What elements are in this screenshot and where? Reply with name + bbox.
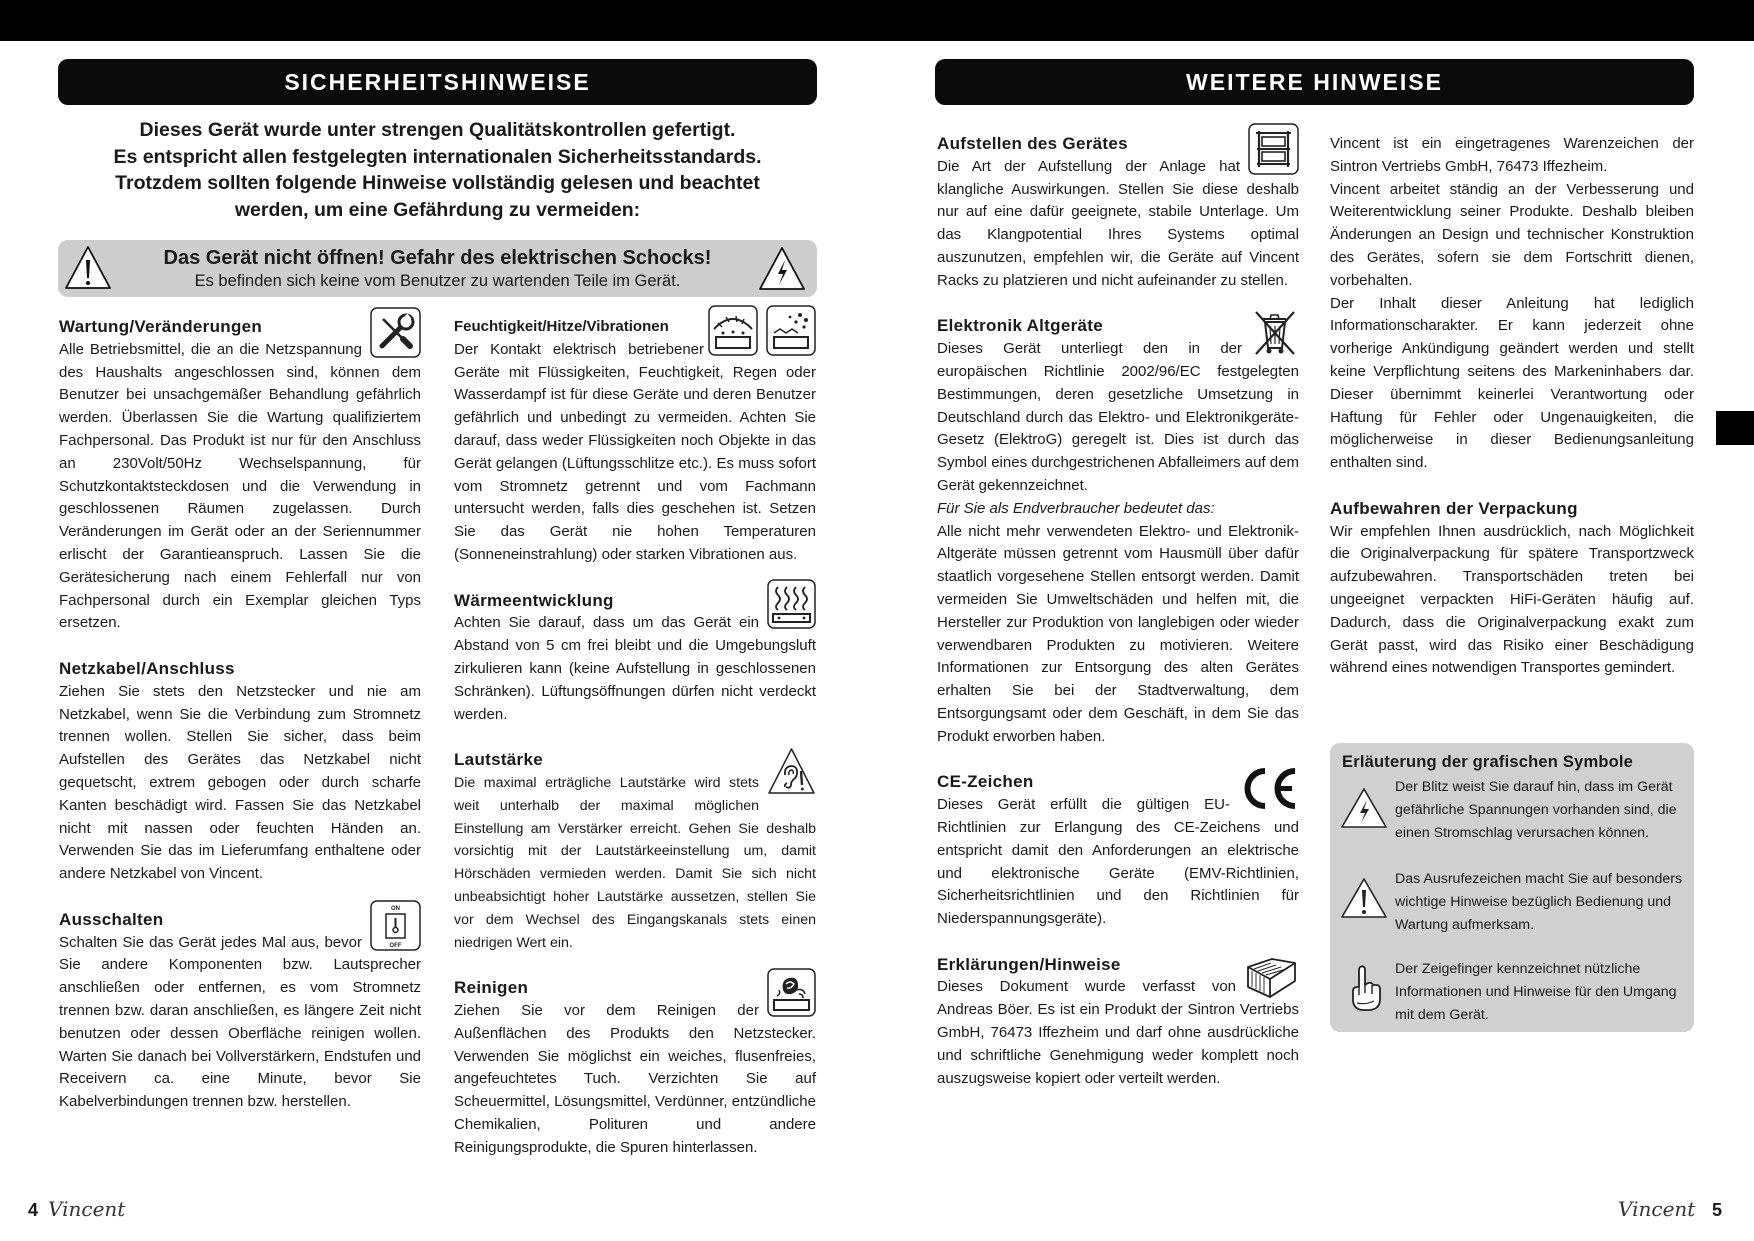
warning-title: Das Gerät nicht öffnen! Gefahr des elektrischen Schocks! bbox=[163, 247, 712, 269]
exclamation-warning-icon bbox=[1340, 877, 1388, 919]
shock-warning-box bbox=[58, 240, 817, 297]
symbol-legend-title: Erläuterung der grafischen Symbole bbox=[1342, 753, 1634, 771]
section-heading: CE-Zeichen bbox=[937, 772, 1034, 792]
section-heading: Wärmeentwicklung bbox=[454, 590, 614, 610]
section-reinigen bbox=[454, 977, 816, 1159]
page-title-safety: SICHERHEITSHINWEISE bbox=[58, 59, 817, 105]
column-2 bbox=[454, 316, 816, 1182]
section-heading: Netzkabel/Anschluss bbox=[59, 658, 235, 678]
hearing-warning-icon bbox=[767, 747, 816, 796]
pointing-hand-icon bbox=[1340, 963, 1388, 1013]
section-wartung bbox=[59, 316, 421, 635]
section-text: Ziehen Sie vor dem Reinigen der Außenflächen des Produkts den Netzstecker. Verwenden Sie möglichst ein weiches, flusenfreies, angefeuchtetes Tuch. Verzichten Sie auf Scheuermittel, Lösungsmittel, Verdünner, entzündliche Chemikalien, Polituren und andere Reinigungsprodukte, die Spuren hinterlassen. bbox=[454, 1001, 816, 1156]
intro-line: Dieses Gerät wurde unter strengen Qualitätskontrollen gefertigt. bbox=[139, 119, 736, 141]
intro-line: Es entspricht allen festgelegten internationalen Sicherheitsstandards. bbox=[113, 145, 762, 168]
lightning-warning-icon bbox=[1340, 787, 1388, 829]
section-heading: Ausschalten bbox=[59, 909, 164, 929]
section-ce-zeichen bbox=[937, 771, 1299, 931]
crossed-bin-icon bbox=[1250, 306, 1299, 357]
brand-logo-left: Vincent bbox=[48, 1197, 126, 1221]
lightning-warning-icon bbox=[758, 245, 806, 292]
symbol-legend-box bbox=[1330, 743, 1694, 1032]
ce-mark-icon bbox=[1238, 766, 1299, 811]
paragraph: Vincent arbeitet ständig an der Verbesserung und Weiterentwicklung seiner Produkte. Deshalb bleiben Änderungen an Design und technischer Konstruktion des Gerätes, sofern sie dem Fortschritt dienen, vorbehalten. bbox=[1330, 180, 1694, 289]
section-feuchtigkeit bbox=[454, 316, 816, 567]
switch-on-label: ON bbox=[391, 905, 400, 912]
section-text: Die Art der Aufstellung der Anlage hat klangliche Auswirkungen. Stellen Sie diese deshalb nur auf eine dafür geeignete, stabile Unterlage. Um das Klangpotential Ihres Systems optimal auszunutzen, empfehlen wir, die Geräte auf Vincent Racks zu platzieren und nicht aufeinander zu stellen. bbox=[937, 157, 1299, 289]
section-note: Für Sie als Endverbraucher bedeutet das: bbox=[937, 499, 1215, 517]
section-text: Dieses Gerät erfüllt die gültigen EU-Richtlinien zur Erlangung des CE-Zeichens und entspricht damit den Anforderungen an elektrische und elektronische Geräte (EMV-Richtlinien, Sicherheitsrichtlinien und den Richtlinien für Niederspannungsgeräte). bbox=[937, 796, 1299, 928]
section-text: Alle nicht mehr verwendeten Elektro- und Elektronik-Altgeräte müssen getrennt vom Hausmüll über dafür staatlich vorgesehene Stellen entsorgt werden. Damit vermeiden Sie Umweltschäden und helfen mit, die Hersteller zur Produktion von langlebigen oder wieder verwendbaren Produkten zu motivieren. Weitere Informationen zur Entsorgung des alten Gerätes erhalten Sie bei der Stadtverwaltung, dem Entsorgungsamt oder dem Geschäft, in dem Sie das Produkt erworben haben. bbox=[937, 522, 1299, 745]
heat-icon bbox=[767, 579, 816, 629]
section-heading: Wartung/Veränderungen bbox=[59, 317, 263, 336]
section-erklaerungen bbox=[937, 954, 1299, 1091]
section-heading: Erklärungen/Hinweise bbox=[937, 954, 1121, 974]
symbol-legend-text: Der Zeigefinger kennzeichnet nützliche Informationen und Hinweise für den Umgang mit dem Gerät. bbox=[1395, 961, 1677, 1023]
section-aufstellen bbox=[937, 133, 1299, 293]
cleaning-icon bbox=[767, 968, 816, 1017]
switch-off-label: OFF bbox=[389, 942, 402, 949]
section-netzkabel bbox=[59, 658, 421, 886]
intro-line: Trotzdem sollten folgende Hinweise vollständig gelesen und beachtet bbox=[115, 172, 760, 194]
section-text: Der Kontakt elektrisch betriebener Geräte mit Flüssigkeiten, Feuchtigkeit, Regen oder Wasserdampf ist für diese Geräte und deren Benutzer gefährlich und unbedingt zu vermeiden. Achten Sie darauf, dass weder Flüssigkeiten noch Objekte in das Gerät gelangen (Lüftungsschlitze etc.). Es muss sofort vom Stromnetz getrennt und vom Fachmann untersucht werden, falls dies geschehen ist. Setzen Sie das Gerät nie hohen Temperaturen (Sonneneinstrahlung) oder starken Vibrationen aus. bbox=[454, 340, 816, 563]
section-ausschalten bbox=[59, 905, 421, 1114]
chapter-tab-marker bbox=[1716, 411, 1754, 445]
intro-text bbox=[58, 117, 817, 223]
intro-line: werden, um eine Gefährdung zu vermeiden: bbox=[234, 198, 641, 221]
section-text: Die maximal erträgliche Lautstärke wird stets weit unterhalb der maximal möglichen Einstellung am Verstärker erreicht. Gehen Sie deshalb vorsichtig mit der Lautstärkeeinstellung um, damit Hörschäden vermieden werden. Damit Sie sich nicht unbeabsichtigt hoher Lautstärke aussetzen, stellen Sie vor dem Wechsel des Eingangskanals stets einen niedrigen Wert ein. bbox=[454, 774, 816, 951]
warning-subtitle: Es befinden sich keine vom Benutzer zu wartenden Teile im Gerät. bbox=[194, 272, 681, 290]
symbol-legend-text: Der Blitz weist Sie darauf hin, dass im Gerät gefährliche Spannungen vorhanden sind, die einen Stromschlag verursachen können. bbox=[1395, 779, 1677, 841]
section-verpackung bbox=[1330, 498, 1694, 680]
section-heading: Reinigen bbox=[454, 978, 529, 998]
column-4 bbox=[1330, 133, 1694, 703]
section-heading: Aufstellen des Gerätes bbox=[937, 134, 1128, 153]
top-black-bar bbox=[0, 0, 1754, 41]
vibration-icon bbox=[766, 305, 816, 356]
section-heading: Feuchtigkeit/Hitze/Vibrationen bbox=[454, 318, 669, 335]
symbol-legend-text: Das Ausrufezeichen macht Sie auf besonders wichtige Hinweise bezüglich Bedienung und Wartung aufmerksam. bbox=[1395, 871, 1683, 933]
section-text: Schalten Sie das Gerät jedes Mal aus, bevor Sie andere Komponenten bzw. Lautsprecher anschließen oder entfernen, es vom Stromnetz trennen bzw. daran anschließen, es längere Zeit nicht benutzen oder dessen Oberfläche reinigen wollen. Warten Sie danach bei Vollverstärkern, Endstufen und Receivern ca. eine Minute, bevor Sie Kabelverbindungen trennen bzw. herstellen. bbox=[59, 933, 421, 1111]
section-waermeentwicklung bbox=[454, 590, 816, 727]
power-switch-icon bbox=[370, 900, 421, 951]
section-lautstaerke bbox=[454, 749, 816, 954]
column-3 bbox=[937, 133, 1299, 1113]
section-text: Alle Betriebsmittel, die an die Netzspannung des Haushalts angeschlossen sind, können dem Benutzer bei unsachgemäßer Behandlung gefährlich werden. Überlassen Sie die Wartung qualifiziertem Fachpersonal. Das Produkt ist nur für den Anschluss an 230Volt/50Hz Wechselspannung, für Schutzkontaktsteckdosen und die Verwendung in geschlossenen Räumen zugelassen. Durch Veränderungen im Gerät oder an der Seriennummer erlischt der Garantieanspruch. Lassen Sie die Gerätesicherung nach einem Fehlerfall nur von Fachpersonal durch ein Exemplar gleichen Typs ersetzen. bbox=[59, 340, 421, 632]
rack-icon bbox=[1248, 123, 1299, 175]
book-icon bbox=[1244, 953, 1299, 998]
tools-icon bbox=[370, 307, 421, 358]
section-text: Achten Sie darauf, dass um das Gerät ein Abstand von 5 cm frei bleibt und die Umgebungsluft zirkulieren kann (keine Aufstellung in geschlossenen Schränken). Lüftungsöffnungen dürfen nicht verdeckt werden. bbox=[454, 614, 816, 723]
page-title-further-notes: WEITERE HINWEISE bbox=[935, 59, 1694, 105]
section-heading: Elektronik Altgeräte bbox=[937, 316, 1103, 336]
page-number-left: 4 bbox=[28, 1200, 39, 1220]
section-text: Ziehen Sie stets den Netzstecker und nie am Netzkabel, wenn Sie die Verbindung zum Stromnetz trennen wollen. Stellen Sie sicher, dass beim Aufstellen des Gerätes das Netzkabel nicht gequetscht, extrem gebogen oder durch scharfe Kanten beschädigt wird. Fassen Sie das Netzkabel nicht mit nassen oder feuchten Händen an. Verwenden Sie das im Lieferumfang enthaltene oder andere Netzkabel von Vincent. bbox=[59, 682, 421, 883]
brand-logo-right: Vincent bbox=[1618, 1197, 1696, 1221]
paragraph: Vincent ist ein eingetragenes Warenzeichen der Sintron Vertriebs GmbH, 76473 Iffezheim. bbox=[1330, 135, 1694, 175]
section-heading: Aufbewahren der Verpackung bbox=[1330, 498, 1578, 518]
section-brand-notes bbox=[1330, 133, 1694, 475]
section-heading: Lautstärke bbox=[454, 750, 543, 770]
section-altgeraete bbox=[937, 315, 1299, 748]
section-text: Dieses Gerät unterliegt den in der europäischen Richtlinie 2002/96/EC festgelegten Bestimmungen, deren gesetzliche Umsetzung in Deutschland durch das Elektro- und Elektronikgeräte-Gesetz (ElektroG) geregelt ist. Dies ist durch das Symbol eines durchgestrichenen Abfalleimers auf dem Gerät gekennzeichnet. bbox=[937, 340, 1299, 494]
page-number-right: 5 bbox=[1712, 1200, 1723, 1220]
paragraph: Der Inhalt dieser Anleitung hat lediglich Informationscharakter. Er kann jederzeit ohne vorherige Ankündigung geändert werden und stellt keine Verpflichtung seitens des Markeninhabers dar. Dieser übernimmt keinerlei Verantwortung oder Haftung für Fehler oder Ungenauigkeiten, die möglicherweise in dieser Bedienungsanleitung enthalten sind. bbox=[1330, 294, 1694, 472]
section-text: Wir empfehlen Ihnen ausdrücklich, nach Möglichkeit die Originalverpackung für spätere Transportzweck aufzubewahren. Transportschäden treten bei ungeeignet verpackten HiFi-Geräten häufig auf. Dadurch, dass die Originalverpackung exakt zum Gerät passt, wird das Risiko einer Beschädigung während eines notwendigen Transportes gemindert. bbox=[1330, 522, 1694, 677]
humidity-icon bbox=[708, 305, 758, 356]
column-1 bbox=[59, 316, 421, 1137]
section-text: Dieses Dokument wurde verfasst von Andreas Böer. Es ist ein Produkt der Sintron Vertriebs GmbH, 76473 Iffezheim und darf ohne ausdrückliche und schriftliche Genehmigung weder komplett noch auszugsweise kopiert oder verteilt werden. bbox=[937, 978, 1299, 1087]
